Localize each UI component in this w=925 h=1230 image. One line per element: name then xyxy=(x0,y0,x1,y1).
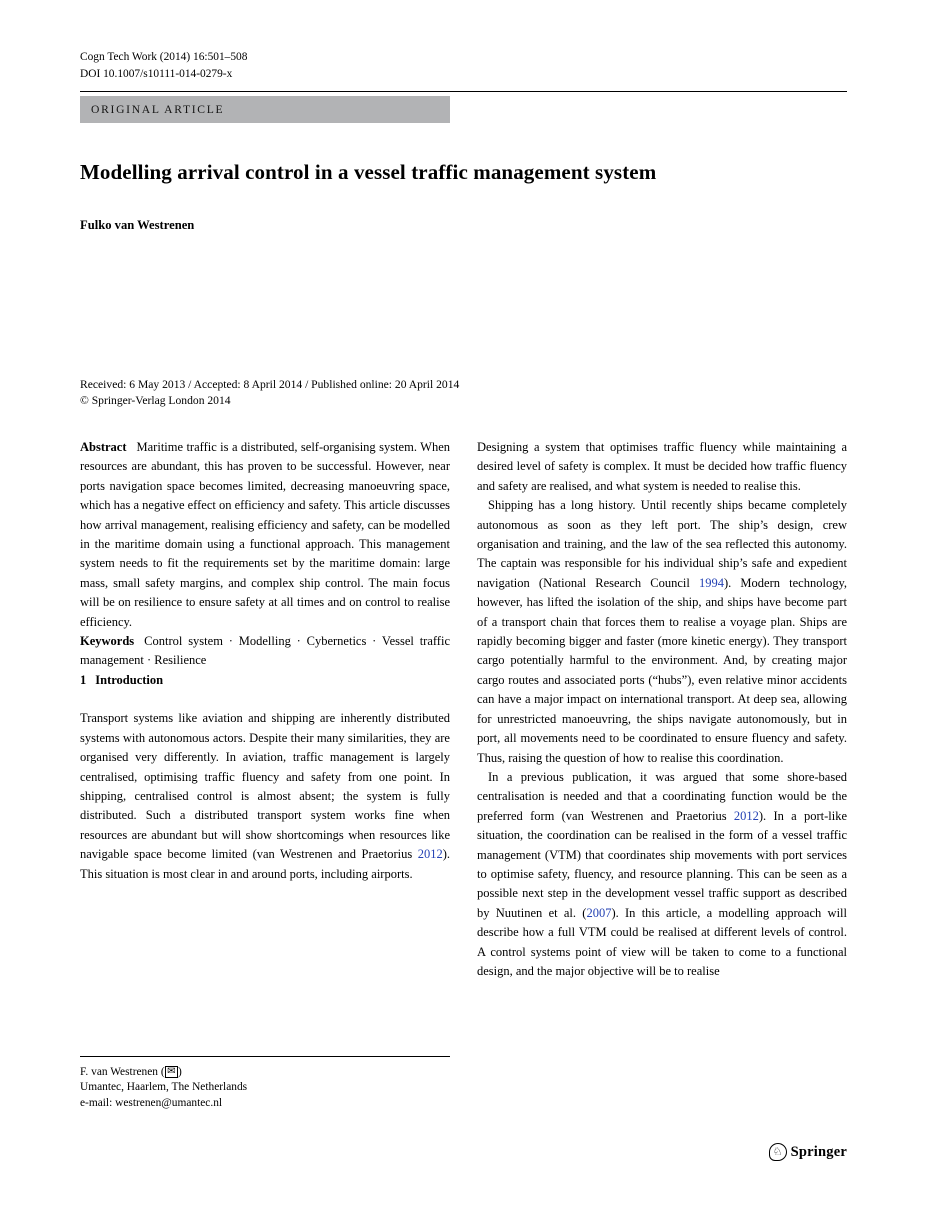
doi-line: DOI 10.1007/s10111-014-0279-x xyxy=(80,67,233,80)
paren: ( xyxy=(160,1066,165,1078)
left-column xyxy=(80,438,450,981)
citation-link-2007[interactable]: 2007 xyxy=(586,905,612,920)
paren: ) xyxy=(178,1066,182,1078)
page-title: Modelling arrival control in a vessel traffic management system xyxy=(80,160,657,184)
page-header xyxy=(80,49,247,82)
author-name: Fulko van Westrenen xyxy=(80,218,195,232)
right-paragraph-2 xyxy=(477,496,847,768)
copyright-line: © Springer-Verlag London 2014 xyxy=(80,393,231,407)
section-heading-introduction xyxy=(80,671,450,690)
footnote-author-line xyxy=(80,1065,450,1080)
journal-citation-line: Cogn Tech Work (2014) 16:501–508 xyxy=(80,51,248,63)
paragraph-text: ). In a port-like situation, the coordination can be realised in the form of a vessel traffic management (VTM) that coordinates ship movements with port services to optimise safety, fluency, and resource planning. This can be seen as a possible next step in the development vessel traffic support as described by Nuutinen et al. ( xyxy=(477,808,847,920)
keywords-text: Control system · Modelling · Cybernetics · Vessel traffic management · Resilience xyxy=(80,634,450,668)
right-paragraph-3 xyxy=(477,768,847,981)
publisher-wordmark: Springer xyxy=(790,1143,847,1160)
springer-logo xyxy=(769,1143,847,1161)
paragraph-text: ). In this article, a modelling approach will describe how a full VTM could be realised at different levels of control. A control systems point of view will be taken to come to a functional design, and the major objective will be to realise xyxy=(477,905,847,978)
section-number: 1 xyxy=(80,672,87,687)
abstract-text: Maritime traffic is a distributed, self-organising system. When resources are abundant, this has proven to be successful. However, near ports navigation space becomes limited, decreasing manoeuvring space, which has a negative effect on efficiency and safety. This article discusses how arrival management, realising efficiency and safety, can be modelled in the maritime domain using a functional approach. This management system needs to fit the requirements set by the maritime domain: large mass, small safety margins, and complex ship control. The main focus will be on resilience to ensure safety at all times and on control to realise efficiency. xyxy=(80,440,450,629)
paragraph-text: ). This situation is most clear in and around ports, including airports. xyxy=(80,847,450,881)
citation-link-2012[interactable]: 2012 xyxy=(417,847,443,862)
email-icon: ✉ xyxy=(165,1066,178,1078)
right-column xyxy=(477,438,847,981)
paragraph-text: ). Modern technology, however, has lifted the isolation of the ship, and ships have become part of a transport chain that forces them to realise a voyage plan. Ships are rapidly becoming bigger and faster (more kinetic energy). They transport cargo potentially harmful to the environment. And, by creating major cargo routes and associated ports (“hubs”), even relative minor accidents can have a major impact on international transport. At deep sea, allowing for unrestricted manoeuvring, the ships navigate autonomously, but in port, all movements need to be coordinated to ensure fluency and safety. Thus, raising the question of how to realise this coordination. xyxy=(477,575,848,765)
article-type-label: ORIGINAL ARTICLE xyxy=(91,103,225,116)
springer-horse-icon: ♘ xyxy=(769,1143,787,1161)
article-body xyxy=(80,438,847,981)
header-divider xyxy=(80,91,847,92)
footnote-affiliation: Umantec, Haarlem, The Netherlands xyxy=(80,1081,248,1094)
footnote-author-name: F. van Westrenen xyxy=(80,1066,158,1078)
abstract-label: Abstract xyxy=(80,440,127,454)
citation-link-1994[interactable]: 1994 xyxy=(698,575,724,590)
received-line: Received: 6 May 2013 / Accepted: 8 April 2014 / Published online: 20 April 2014 xyxy=(80,378,460,391)
paragraph-text: In a previous publication, it was argued that some shore-based centralisation is needed and that a coordinating function would be the preferred form (van Westrenen and Praetorius xyxy=(477,769,847,823)
footnote-email: e-mail: westrenen@umantec.nl xyxy=(80,1096,223,1109)
citation-link-2012-2[interactable]: 2012 xyxy=(733,808,759,823)
article-type-banner xyxy=(80,96,450,123)
corresponding-author-footnote xyxy=(80,1056,450,1111)
keywords-paragraph xyxy=(80,632,450,671)
keywords-label: Keywords xyxy=(80,634,135,649)
publication-history xyxy=(80,377,459,408)
section-title: Introduction xyxy=(95,672,164,687)
paragraph-text: Shipping has a long history. Until recently ships became completely autonomous as soon as they left port. The ship’s design, crew organisation and training, and the law of the sea reflected this autonomy. The captain was responsible for his individual ship’s safe and expedient navigation (National Research Council xyxy=(477,498,847,590)
abstract-paragraph xyxy=(80,438,450,632)
intro-paragraph-1 xyxy=(80,709,450,884)
right-paragraph-1: Designing a system that optimises traffic fluency while maintaining a desired level of safety is complex. It must be decided how traffic fluency and safety are realised, and what system is needed to realise this. xyxy=(477,440,847,493)
paragraph-text: Transport systems like aviation and shipping are inherently distributed systems with autonomous actors. Despite their many similarities, they are organised very differently. In aviation, traffic management is largely centralised, optimising traffic fluency and safety from one point. In shipping, centralised control is almost absent; the system is fully distributed. Such a distributed transport system works fine when resources are abundant but will show shortcomings when resources like navigable space become limited (van Westrenen and Praetorius xyxy=(80,711,450,862)
